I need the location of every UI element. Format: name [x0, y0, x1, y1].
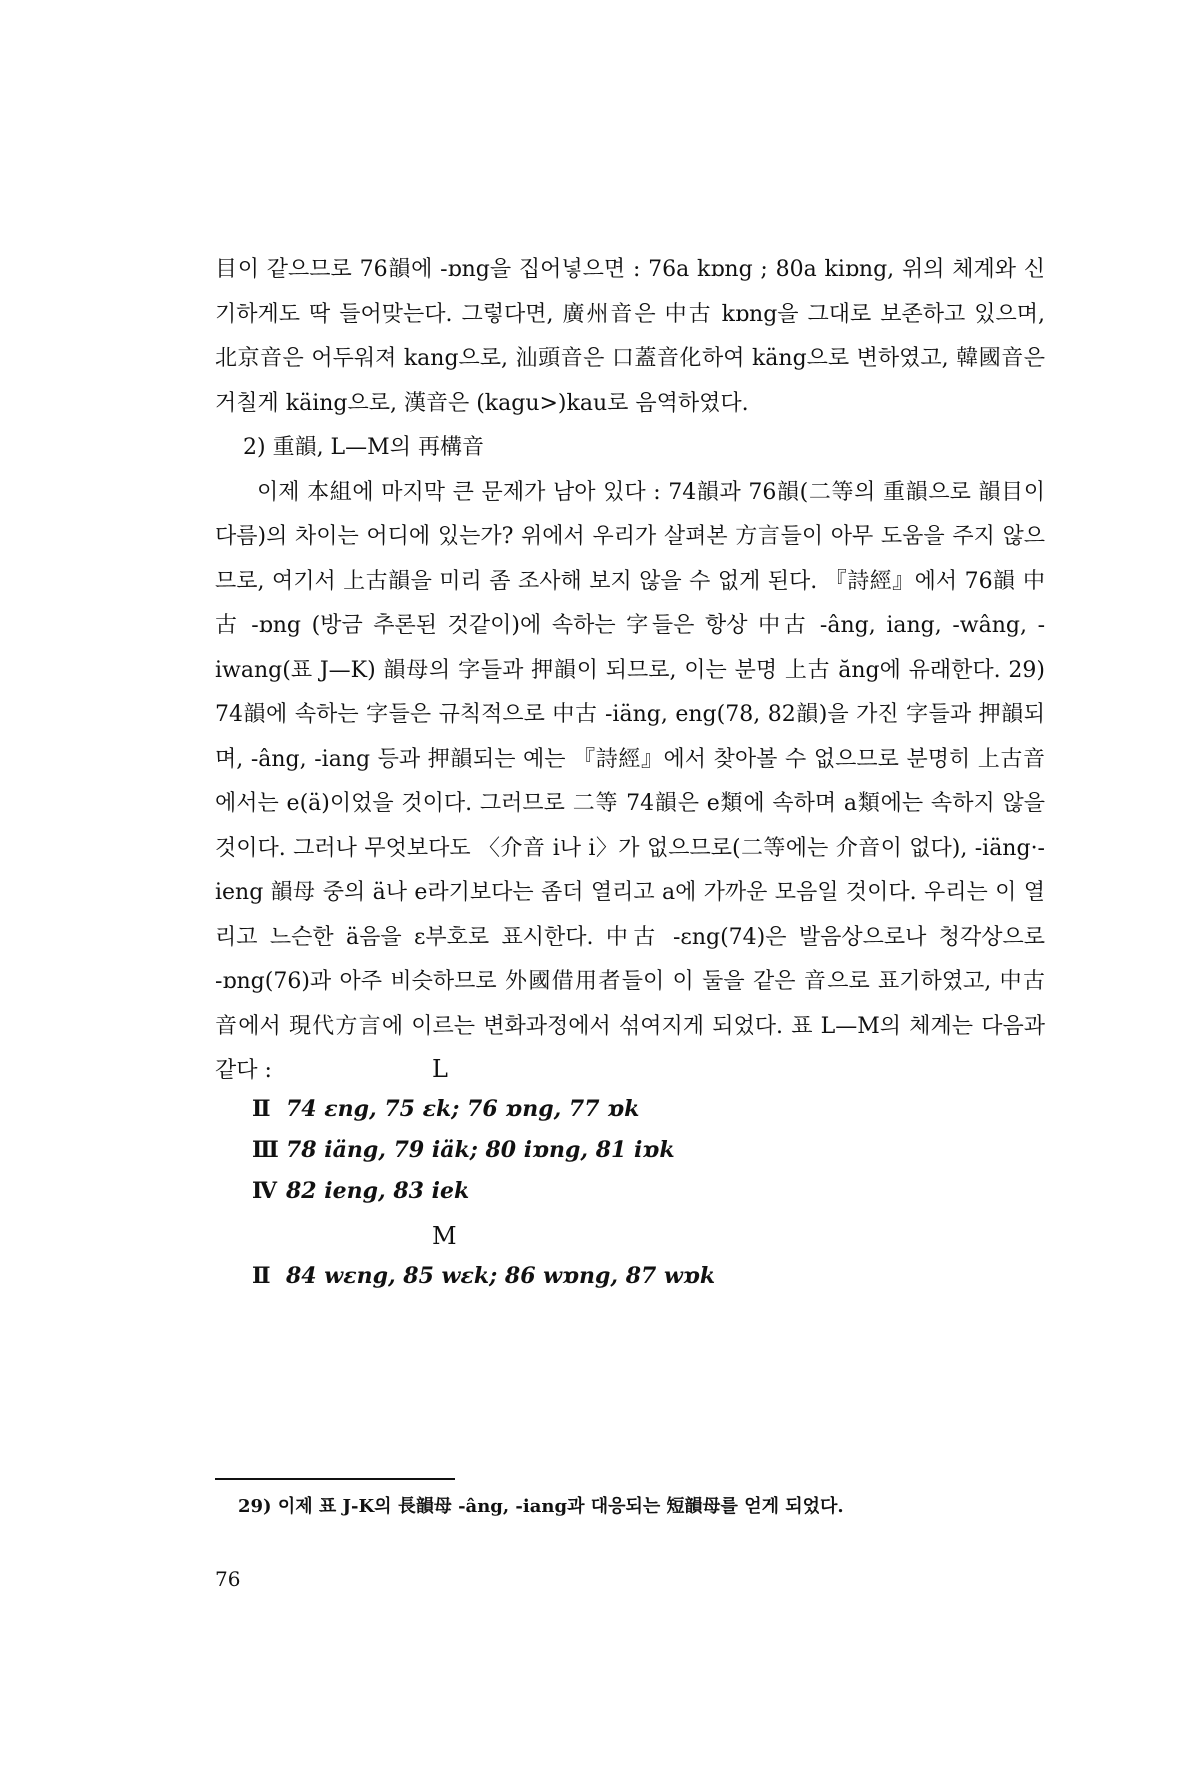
table-title-m: M	[432, 1222, 457, 1250]
grade-label: Ⅱ	[252, 1263, 271, 1289]
grade-label: Ⅲ	[252, 1137, 279, 1163]
grade-label: Ⅳ	[252, 1178, 277, 1204]
table-row	[252, 1256, 852, 1297]
paragraph-2: 이제 本組에 마지막 큰 문제가 남아 있다 : 74韻과 76韻(二等의 重韻으로 韻目이 다름)의 차이는 어디에 있는가? 위에서 우리가 살펴본 方言들이 아무 도움을 주지 않으므로, 여기서 上古韻을 미리 좀 조사해 보지 않을 수 없게 된다. 『詩經』에서 76韻 中古 -ɒng (방금 추론된 것같이)에 속하는 字들은 항상 中古 -âng, iang, -wâng, -iwang(표 J—K) 韻母의 字들과 押韻이 되므로, 이는 분명 上古 ăng에 유래한다. 29) 74韻에 속하는 字들은 규칙적으로 中古 -iäng, eng(78, 82韻)을 가진 字들과 押韻되며, -âng, -iang 등과 押韻되는 예는 『詩經』에서 찾아볼 수 없으므로 분명히 上古音에서는 e(ä)이었을 것이다. 그러므로 二等 74韻은 e類에 속하며 a類에는 속하지 않을 것이다. 그러나 무엇보다도 〈介音 i나 i〉가 없으므로(二等에는 介音이 없다), -iäng·-ieng 韻母 중의 ä나 e라기보다는 좀더 열리고 a에 가까운 모음일 것이다. 우리는 이 열리고 느슨한 ä음을 ɛ부호로 표시한다. 中古 -ɛng(74)은 발음상으로나 청각상으로 -ɒng(76)과 아주 비슷하므로 外國借用者들이 이 둘을 같은 音으로 표기하였고, 中古音에서 現代方言에 이르는 변화과정에서 섞여지게 되었다. 표 L—M의 체계는 다음과 같다 :	[215, 479, 1045, 1083]
rhyme-list: 78 iäng, 79 iäk; 80 iɒng, 81 iɒk	[286, 1137, 675, 1163]
page-number: 76	[215, 1567, 241, 1591]
footnote-divider	[215, 1478, 455, 1480]
rhyme-table-m	[252, 1222, 852, 1297]
table-row	[252, 1130, 852, 1171]
footnote: 29) 이제 표 J-K의 長韻母 -âng, -iang과 대응되는 短韻母를 얻게 되었다.	[238, 1496, 844, 1517]
rhyme-list: 84 wɛng, 85 wɛk; 86 wɒng, 87 wɒk	[286, 1263, 716, 1289]
paragraph-1: 目이 같으므로 76韻에 -ɒng을 집어넣으면 : 76a kɒng ; 80a kiɒng, 위의 체계와 신기하게도 딱 들어맞는다. 그렇다면, 廣州音은 中古 kɒng을 그대로 보존하고 있으며, 北京音은 어두워져 kang으로, 汕頭音은 口蓋音化하여 käng으로 변하였고, 韓國音은 거칠게 käing으로, 漢音은 (kagu>)kau로 음역하였다.	[215, 257, 1045, 416]
table-row	[252, 1089, 852, 1130]
section-heading: 2) 重韻, L—M의 再構音	[243, 435, 484, 460]
rhyme-table-l	[252, 1055, 852, 1212]
table-row	[252, 1171, 852, 1212]
body-text	[215, 248, 1045, 1094]
rhyme-list: 82 ieng, 83 iek	[286, 1178, 470, 1204]
rhyme-list: 74 ɛng, 75 ɛk; 76 ɒng, 77 ɒk	[286, 1096, 640, 1122]
grade-label: Ⅱ	[252, 1096, 271, 1122]
table-title-l: L	[432, 1055, 448, 1083]
